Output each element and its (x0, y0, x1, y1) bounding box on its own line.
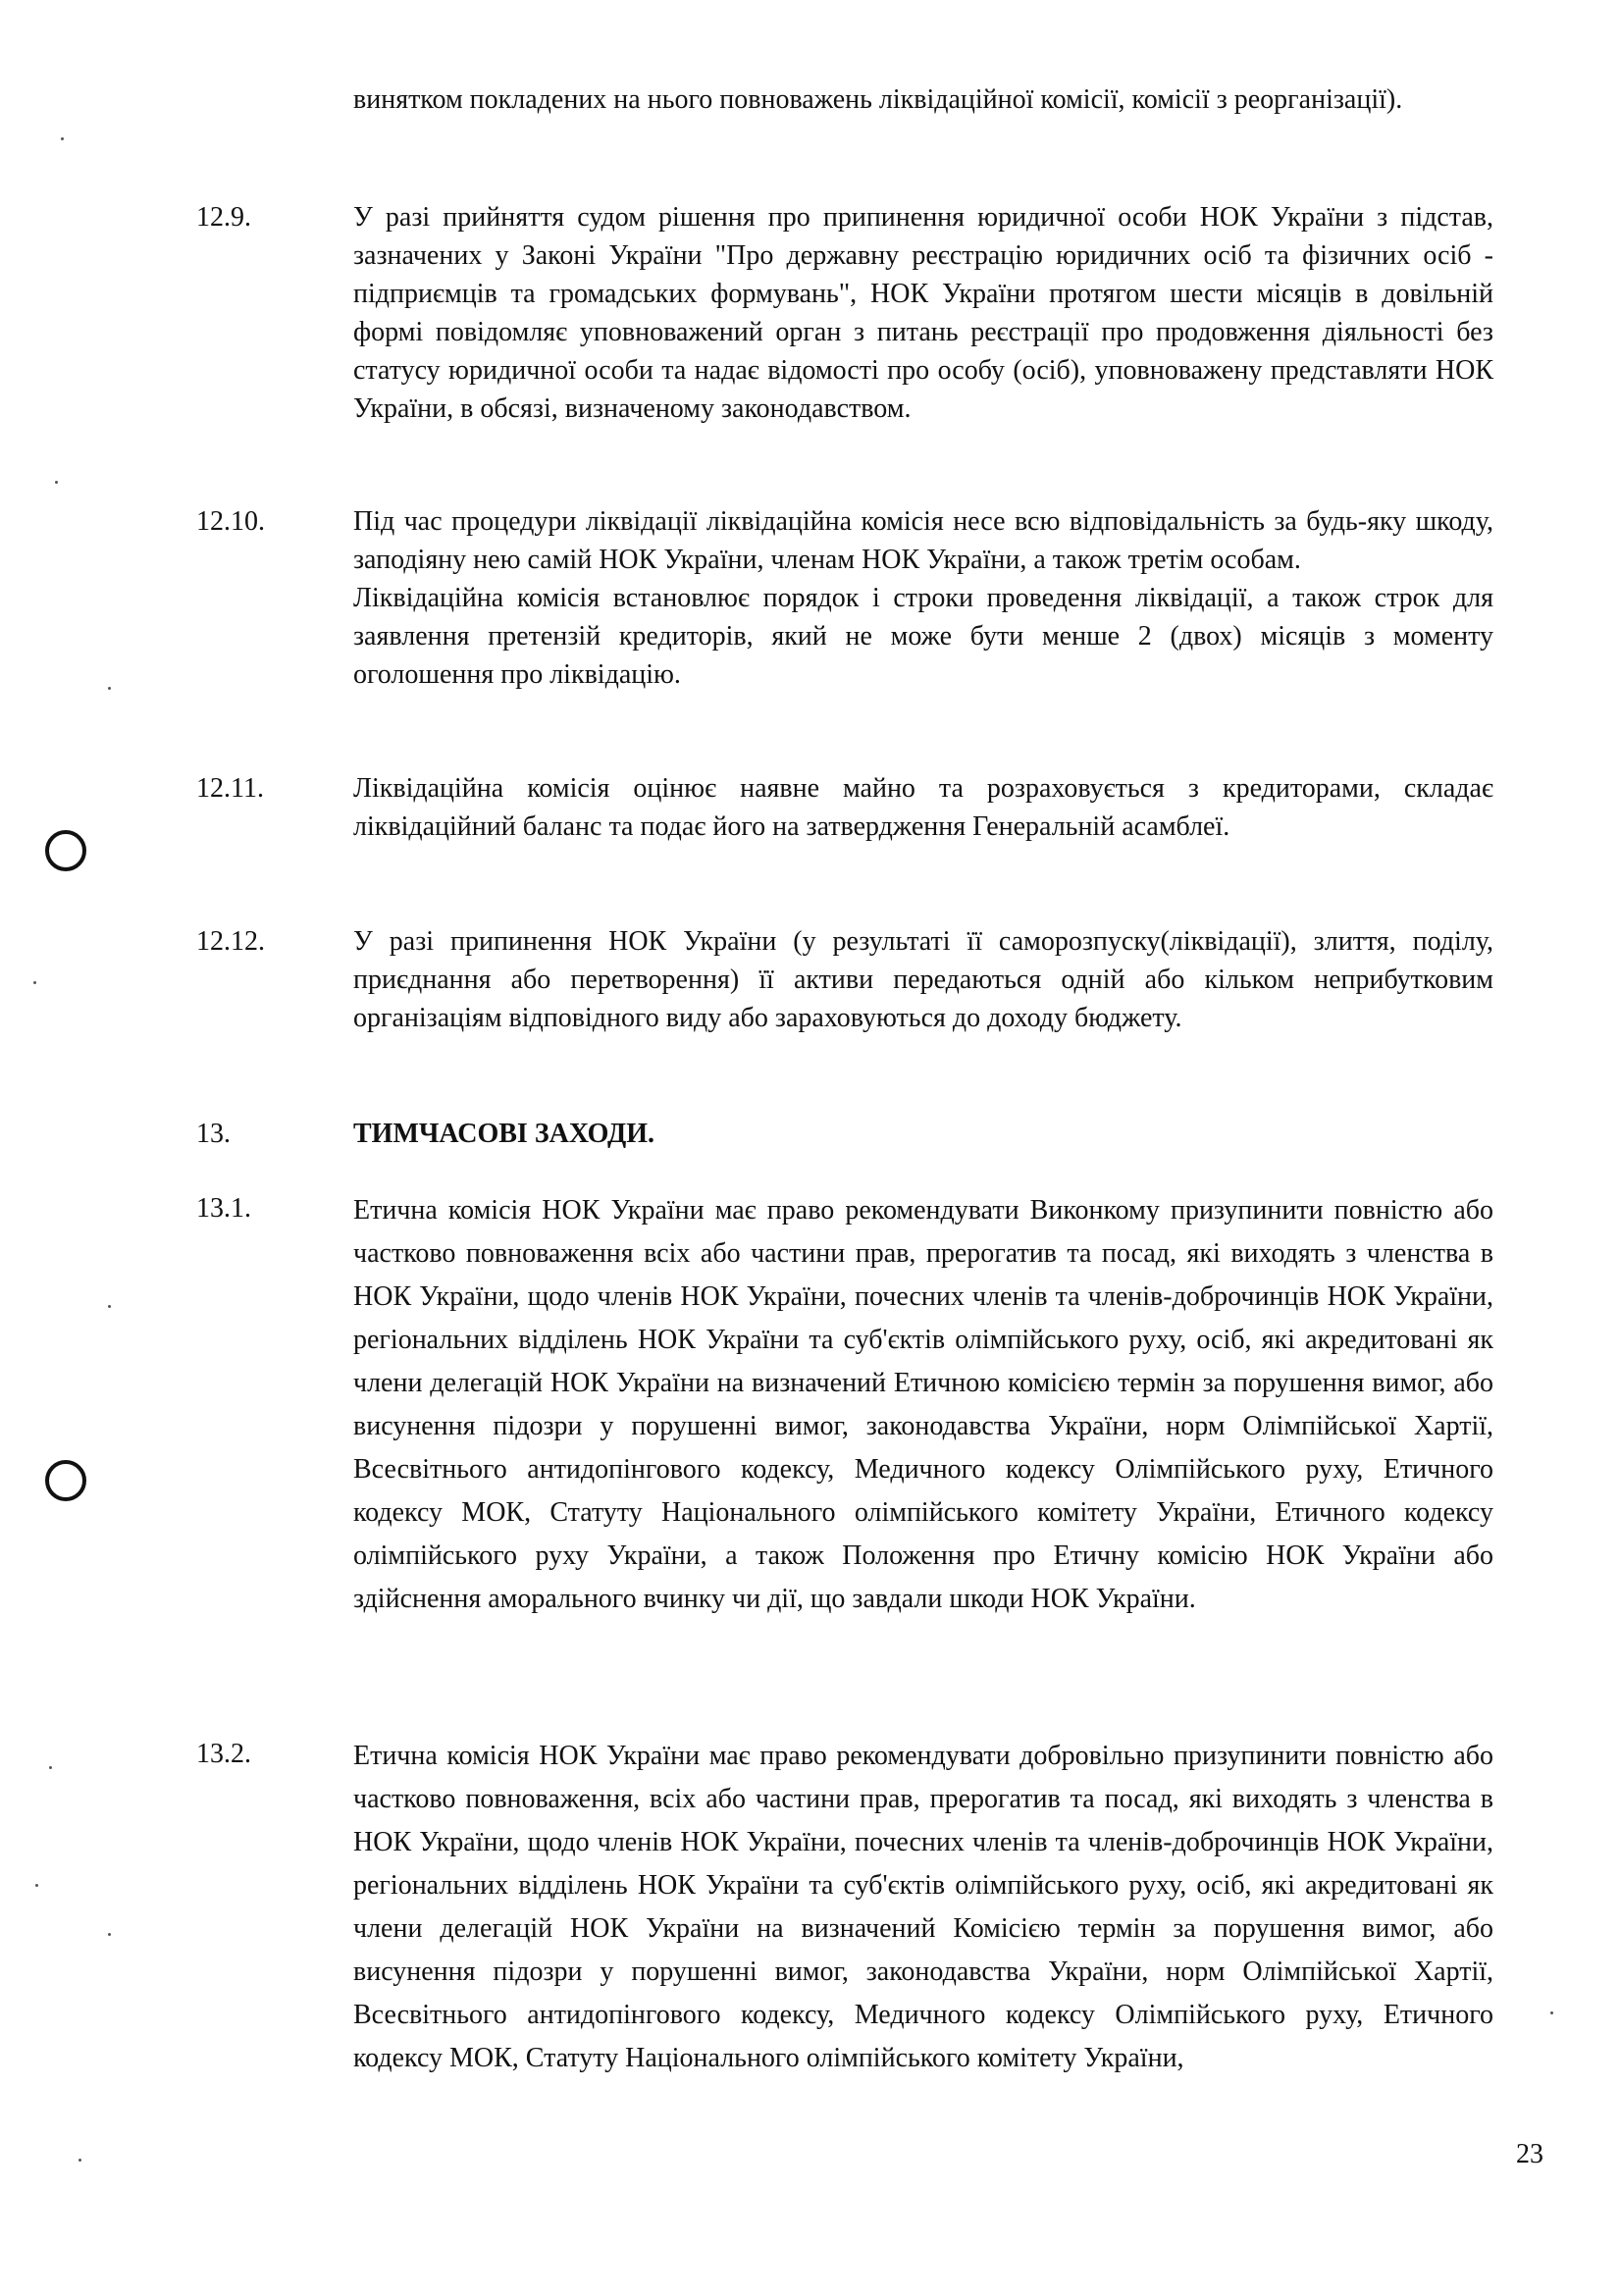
section-title: ТИМЧАСОВІ ЗАХОДИ. (353, 1119, 655, 1149)
scan-speck (55, 481, 58, 484)
clause-body (353, 198, 1493, 428)
clause-body (353, 769, 1493, 846)
clause-number: 12.9. (196, 202, 251, 233)
clause-body (353, 1735, 1493, 2080)
clause-paragraph: Ліквідаційна комісія встановлює порядок і строки проведення ліквідації, а також строк для заявлення претензій кредиторів, який не може бути менше 2 (двох) місяців з моменту оголошення про ліквідацію. (353, 583, 1493, 690)
scan-speck (108, 1933, 111, 1936)
scan-speck (1550, 2011, 1553, 2014)
clause-paragraph: У разі припинення НОК України (у результаті її саморозпуску(ліквідації), злиття, поділу, приєднання або перетворення) її активи передаються одній або кільком неприбутковим організаціям відповідного виду або зараховуються до доходу бюджету. (353, 926, 1493, 1033)
scan-speck (78, 2159, 81, 2162)
scan-speck (33, 981, 36, 984)
scan-speck (35, 1884, 38, 1887)
clause-body (353, 1189, 1493, 1621)
clause-number: 13.2. (196, 1739, 251, 1769)
scan-speck (108, 687, 111, 690)
scan-speck (49, 1766, 52, 1769)
page-number: 23 (1516, 2139, 1543, 2169)
clause-paragraph: У разі прийняття судом рішення про припинення юридичної особи НОК України з підстав, зазначених у Законі України "Про державну реєстрацію юридичних осіб та фізичних осіб - підприємців та громадських формувань", НОК України протягом шести місяців в довільній формі повідомляє уповноважений орган з питань реєстрації про продовження діяльності без статусу юридичної особи та надає відомості про особу (осіб), уповноважену представляти НОК України, в обсязі, визначеному законодавством. (353, 202, 1493, 424)
clause-number: 12.12. (196, 926, 265, 957)
scan-speck (108, 1305, 111, 1308)
punch-hole-lower (45, 1460, 86, 1501)
section-number: 13. (196, 1119, 231, 1149)
clause-paragraph: Етична комісія НОК України має право рекомендувати Виконкому призупинити повністю або частково повноваження всіх або частини прав, прерогатив та посад, які виходять з членства в НОК України, щодо членів НОК України, почесних членів та членів-доброчинців НОК України, регіональних відділень НОК України та суб'єктів олімпійського руху, осіб, які акредитовані як члени делегацій НОК України на визначений Етичною комісією термін за порушення вимог, або висунення підозри у порушенні вимог, законодавства України, норм Олімпійської Хартії, Всесвітнього антидопінгового кодексу, Медичного кодексу Олімпійського руху, Етичного кодексу МОК, Статуту Національного олімпійського комітету України, Етичного кодексу олімпійського руху України, а також Положення про Етичну комісію НОК України або здійснення аморального вчинку чи дії, що завдали шкоди НОК України. (353, 1195, 1493, 1614)
clause-number: 13.1. (196, 1193, 251, 1224)
clause-number: 12.11. (196, 773, 264, 804)
clause-paragraph: Етична комісія НОК України має право рекомендувати добровільно призупинити повністю або частково повноваження, всіх або частини прав, прерогатив та посад, які виходять з членства в НОК України, щодо членів НОК України, почесних членів та членів-доброчинців НОК України, регіональних відділень НОК України та суб'єктів олімпійського руху, осіб, які акредитовані як члени делегацій НОК України на визначений Комісією термін за порушення вимог, або висунення підозри у порушенні вимог, законодавства України, норм Олімпійської Хартії, Всесвітнього антидопінгового кодексу, Медичного кодексу Олімпійського руху, Етичного кодексу МОК, Статуту Національного олімпійського комітету України, (353, 1741, 1493, 2073)
clause-paragraph: Ліквідаційна комісія оцінює наявне майно та розраховується з кредиторами, складає ліквідаційний баланс та подає його на затвердження Генеральній асамблеї. (353, 773, 1493, 842)
punch-hole-upper (45, 830, 86, 871)
clause-body (353, 922, 1493, 1037)
scan-speck (61, 137, 64, 140)
clause-body (353, 502, 1493, 694)
intro-text: винятком покладених на нього повноважень ліквідаційної комісії, комісії з реорганізації). (353, 84, 1403, 115)
clause-paragraph: Під час процедури ліквідації ліквідаційна комісія несе всю відповідальність за будь-яку шкоду, заподіяну нею самій НОК України, членам НОК України, а також третім особам. (353, 506, 1493, 575)
clause-number: 12.10. (196, 506, 265, 537)
